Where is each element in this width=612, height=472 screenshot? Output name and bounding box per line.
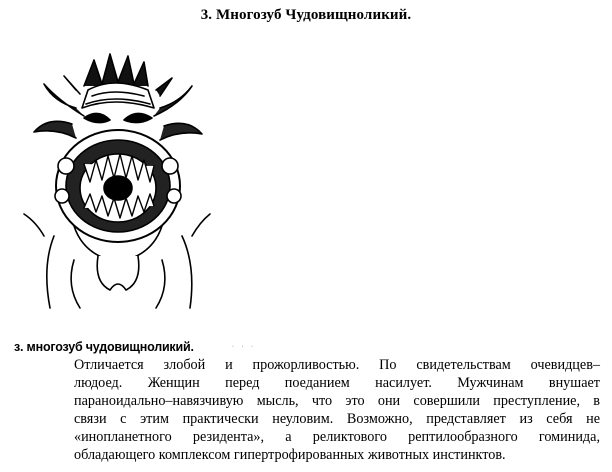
paragraph-line: людоед. Женщин перед поеданием насилует. Мужчинам внушает [74,375,600,391]
caption-marks: · · · [232,344,256,350]
paragraph-line: «инопланетного резидента», а реликтового рептилообразного гоминида, [74,429,600,445]
paragraph-line: обладающего комплексом гипертрофированных животных инстинктов. [74,447,506,463]
paragraph-line: Отличается злобой и прожорливостью. По свидетельствам очевидцев– [74,357,600,373]
paragraph-line: параноидально–навязчивую мысль, что это они совершили преступление, в [74,393,600,409]
figure-caption: з. многозуб чудовищноликий. [14,340,194,354]
description-paragraph [74,356,600,464]
page-title: 3. Многозуб Чудовищноликий. [200,7,412,23]
monster-face-illustration [14,46,214,314]
paragraph-line: связи с этим практически неуловим. Возможно, представляет из себя не [74,411,600,427]
